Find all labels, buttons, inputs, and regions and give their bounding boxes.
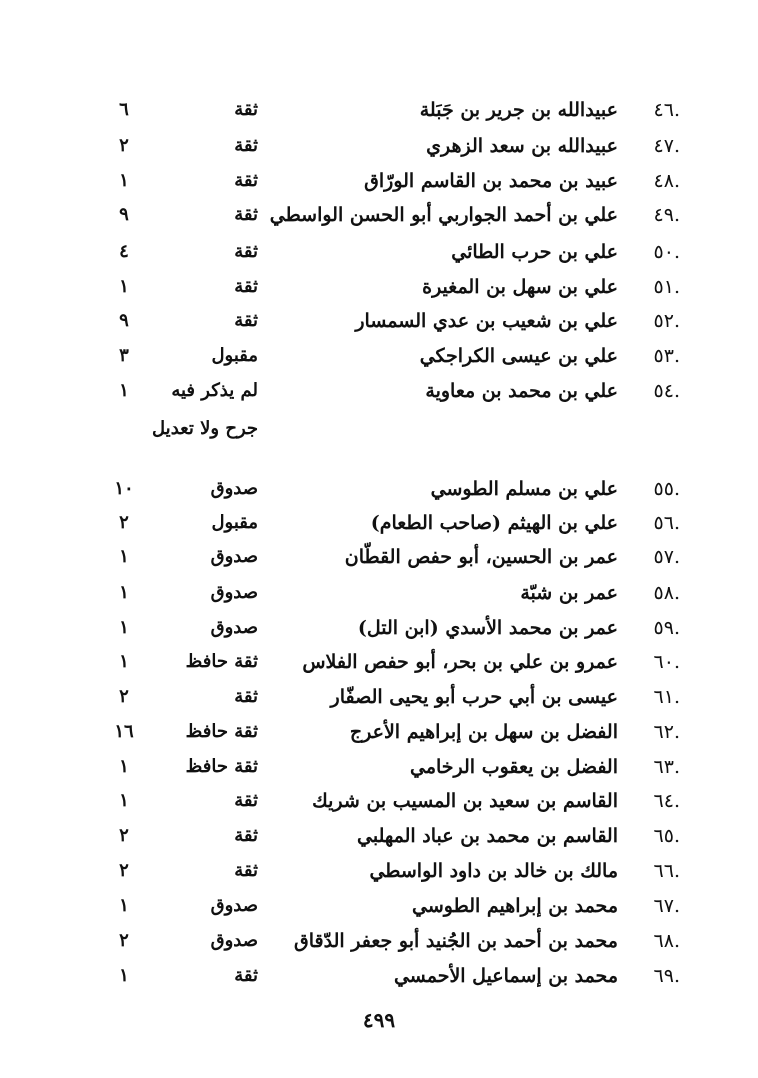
narration-count: ١٠ <box>114 478 134 499</box>
narrator-name: عبيدالله بن سعد الزهري <box>426 135 618 157</box>
narrator-name: القاسم بن محمد بن عباد المهلبي <box>357 825 618 847</box>
narration-count: ٩ <box>119 204 129 225</box>
narration-count: ٢ <box>119 930 129 951</box>
table-row <box>0 542 758 574</box>
table-row <box>0 926 758 958</box>
narrator-name: علي بن محمد بن معاوية <box>425 380 618 402</box>
entry-number: .٤٧ <box>653 135 680 157</box>
table-row <box>0 682 758 714</box>
narrator-name: علي بن أحمد الجواربي أبو الحسن الواسطي <box>269 204 618 226</box>
narrator-grade: مقبول <box>211 512 258 533</box>
narrator-grade: مقبول <box>211 345 258 366</box>
narrator-grade: ثقة <box>234 135 258 156</box>
table-row <box>0 647 758 679</box>
narrator-name: محمد بن إبراهيم الطوسي <box>412 895 618 917</box>
narrator-name: القاسم بن سعيد بن المسيب بن شريك <box>312 790 618 812</box>
table-row <box>0 237 758 269</box>
narration-count: ٢ <box>119 135 129 156</box>
narrator-grade: صدوق <box>210 617 258 638</box>
narrator-grade: ثقة <box>234 310 258 331</box>
table-row <box>0 578 758 610</box>
table-row <box>0 306 758 338</box>
narrator-grade: صدوق <box>210 546 258 567</box>
narration-count: ١٦ <box>114 721 134 742</box>
entry-number: .٦٠ <box>653 651 680 673</box>
entry-number: .٥١ <box>653 276 680 298</box>
narration-count: ٩ <box>119 310 129 331</box>
narration-count: ١ <box>119 895 129 916</box>
narrator-grade: صدوق <box>210 930 258 951</box>
narration-count: ١ <box>119 790 129 811</box>
table-row <box>0 821 758 853</box>
narrator-name: علي بن حرب الطائي <box>451 241 618 263</box>
narrator-name: عبيد بن محمد بن القاسم الورّاق <box>364 170 618 192</box>
entry-number: .٤٦ <box>653 99 680 121</box>
table-row <box>0 95 758 127</box>
narrator-name: عمرو بن علي بن بحر، أبو حفص الفلاس <box>302 651 618 673</box>
table-row <box>0 272 758 304</box>
narrator-name: علي بن سهل بن المغيرة <box>422 276 618 298</box>
narrator-name: علي بن الهيثم (صاحب الطعام) <box>370 512 618 534</box>
narrator-name: عيسى بن أبي حرب أبو يحيى الصفّار <box>330 686 618 708</box>
narrator-grade: ثقة حافظ <box>185 721 258 742</box>
narrator-grade: ثقة حافظ <box>185 651 258 672</box>
narration-count: ١ <box>119 617 129 638</box>
entry-number: .٦٩ <box>653 965 680 987</box>
table-row <box>0 341 758 373</box>
narrator-name: مالك بن خالد بن داود الواسطي <box>369 860 618 882</box>
narrator-name: محمد بن إسماعيل الأحمسي <box>393 965 618 987</box>
narrator-grade: ثقة <box>234 204 258 225</box>
narrator-name: علي بن عيسى الكراجكي <box>419 345 618 367</box>
narrator-name: علي بن شعيب بن عدي السمسار <box>355 310 618 332</box>
table-row <box>0 131 758 163</box>
entry-number: .٦٥ <box>653 825 680 847</box>
narration-count: ١ <box>119 965 129 986</box>
table-row <box>0 856 758 888</box>
narrator-grade: ثقة <box>234 790 258 811</box>
table-row <box>0 891 758 923</box>
table-row <box>0 961 758 993</box>
entry-number: .٥٨ <box>653 582 680 604</box>
narrator-name: الفضل بن يعقوب الرخامي <box>409 756 618 778</box>
narrator-name: محمد بن أحمد بن الجُنيد أبو جعفر الدّقاق <box>293 930 618 952</box>
entry-number: .٥٧ <box>653 546 680 568</box>
narration-count: ١ <box>119 276 129 297</box>
entry-number: .٥٣ <box>653 345 680 367</box>
narrator-name: عمر بن شبّة <box>520 582 618 604</box>
entry-number: .٤٨ <box>653 170 680 192</box>
narration-count: ١ <box>119 546 129 567</box>
entry-number: .٥٤ <box>653 380 680 402</box>
narration-count: ١ <box>119 582 129 603</box>
entry-number: .٦١ <box>653 686 680 708</box>
table-row <box>0 613 758 645</box>
narrator-grade: ثقة <box>234 170 258 191</box>
narrator-grade: ثقة <box>234 276 258 297</box>
table-row <box>0 508 758 540</box>
entry-number: .٤٩ <box>653 204 680 226</box>
entry-number: .٥٦ <box>653 512 680 534</box>
narrator-grade: صدوق <box>210 478 258 499</box>
entry-number: .٥٠ <box>653 241 680 263</box>
narrator-name: عمر بن محمد الأسدي (ابن التل) <box>357 617 618 639</box>
table-row <box>0 200 758 232</box>
narrator-grade: ثقة <box>234 965 258 986</box>
narration-count: ٢ <box>119 512 129 533</box>
table-row <box>0 752 758 784</box>
narration-count: ١ <box>119 380 129 401</box>
narrator-grade: لم يذكر فيه <box>171 380 258 401</box>
narration-count: ١ <box>119 651 129 672</box>
narration-count: ٢ <box>119 686 129 707</box>
narration-count: ٦ <box>119 99 129 120</box>
narration-count: ١ <box>119 756 129 777</box>
narrator-grade: ثقة <box>234 686 258 707</box>
narration-count: ٤ <box>119 241 129 262</box>
narration-count: ٢ <box>119 860 129 881</box>
narrator-name: الفضل بن سهل بن إبراهيم الأعرج <box>349 721 618 743</box>
table-row <box>0 376 758 408</box>
entry-number: .٥٩ <box>653 617 680 639</box>
narration-count: ٢ <box>119 825 129 846</box>
entry-number: .٦٣ <box>653 756 680 778</box>
grade-continuation-row <box>0 414 758 446</box>
narrator-grade: صدوق <box>210 582 258 603</box>
narrator-grade: صدوق <box>210 895 258 916</box>
table-row <box>0 474 758 506</box>
narrator-grade: ثقة <box>234 241 258 262</box>
entry-number: .٦٧ <box>653 895 680 917</box>
grade-continuation: جرح ولا تعديل <box>152 418 258 439</box>
entry-number: .٥٢ <box>653 310 680 332</box>
table-row <box>0 786 758 818</box>
narrator-grade: ثقة حافظ <box>185 756 258 777</box>
narrator-name: عمر بن الحسين، أبو حفص القطّان <box>344 546 618 568</box>
entry-number: .٦٤ <box>653 790 680 812</box>
narrator-grade: ثقة <box>234 825 258 846</box>
table-row <box>0 717 758 749</box>
entry-number: .٦٦ <box>653 860 680 882</box>
entry-number: .٦٨ <box>653 930 680 952</box>
narration-count: ١ <box>119 170 129 191</box>
entry-number: .٦٢ <box>653 721 680 743</box>
narration-count: ٣ <box>119 345 129 366</box>
page-number: ٤٩٩ <box>362 1008 396 1032</box>
narrator-grade: ثقة <box>234 860 258 881</box>
narrator-name: علي بن مسلم الطوسي <box>430 478 618 500</box>
narrator-name: عبيدالله بن جرير بن جَبَلة <box>419 99 618 121</box>
table-row <box>0 166 758 198</box>
entry-number: .٥٥ <box>653 478 680 500</box>
narrator-grade: ثقة <box>234 99 258 120</box>
